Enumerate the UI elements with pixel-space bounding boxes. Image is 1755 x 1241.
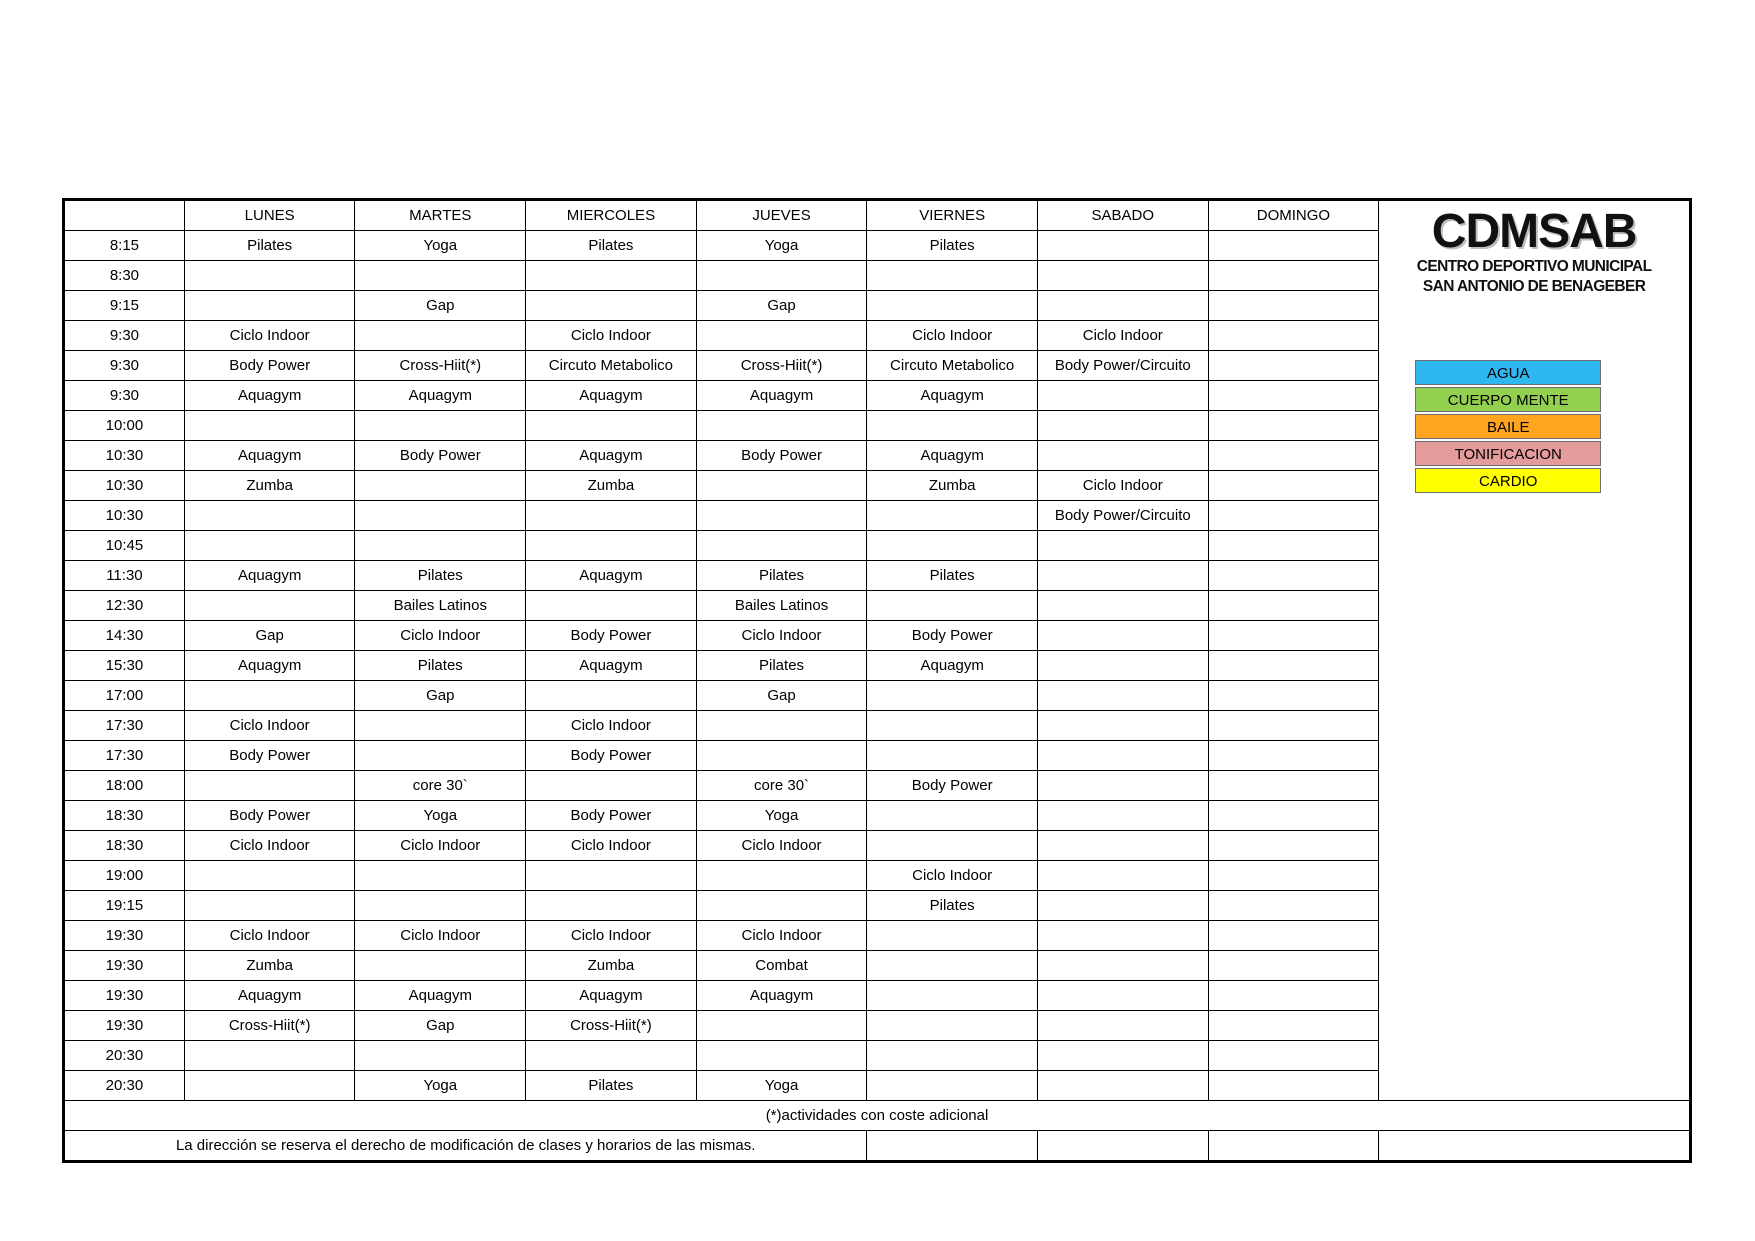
class-cell-26-1: Gap bbox=[355, 1011, 526, 1041]
class-cell-20-3: Ciclo Indoor bbox=[696, 831, 867, 861]
duration-label-0: ACTV. DIRIGIDAS bbox=[1389, 567, 1515, 584]
class-cell-16-0: Ciclo Indoor bbox=[184, 711, 355, 741]
time-cell-17: 17:30 bbox=[65, 741, 185, 771]
class-cell-25-2: Aquagym bbox=[526, 981, 697, 1011]
class-cell-10-6 bbox=[1208, 531, 1379, 561]
class-cell-5-5 bbox=[1037, 381, 1208, 411]
header-day-3: JUEVES bbox=[696, 201, 867, 231]
class-cell-9-4 bbox=[867, 501, 1038, 531]
class-cell-20-6 bbox=[1208, 831, 1379, 861]
class-cell-0-4: Pilates bbox=[867, 231, 1038, 261]
class-cell-22-6 bbox=[1208, 891, 1379, 921]
class-cell-2-2 bbox=[526, 291, 697, 321]
class-cell-17-3 bbox=[696, 741, 867, 771]
class-cell-7-5 bbox=[1037, 441, 1208, 471]
class-cell-1-6 bbox=[1208, 261, 1379, 291]
class-cell-21-2 bbox=[526, 861, 697, 891]
class-cell-18-3: core 30` bbox=[696, 771, 867, 801]
class-cell-19-0: Body Power bbox=[184, 801, 355, 831]
class-cell-13-6 bbox=[1208, 621, 1379, 651]
class-cell-0-5 bbox=[1037, 231, 1208, 261]
time-cell-20: 18:30 bbox=[65, 831, 185, 861]
class-cell-5-0: Aquagym bbox=[184, 381, 355, 411]
hours-row-0 bbox=[1379, 743, 1689, 769]
class-cell-15-5 bbox=[1037, 681, 1208, 711]
class-cell-1-5 bbox=[1037, 261, 1208, 291]
class-cell-1-0 bbox=[184, 261, 355, 291]
class-cell-4-1: Cross-Hiit(*) bbox=[355, 351, 526, 381]
class-cell-0-6 bbox=[1208, 231, 1379, 261]
duration-value-0: Aprox: 1 hora bbox=[1575, 567, 1673, 584]
class-cell-0-2: Pilates bbox=[526, 231, 697, 261]
class-cell-19-5 bbox=[1037, 801, 1208, 831]
class-cell-17-5 bbox=[1037, 741, 1208, 771]
class-cell-15-0 bbox=[184, 681, 355, 711]
class-cell-8-4: Zumba bbox=[867, 471, 1038, 501]
logo-subtitle-1: CENTRO DEPORTIVO MUNICIPAL bbox=[1416, 258, 1652, 276]
class-cell-11-3: Pilates bbox=[696, 561, 867, 591]
class-cell-25-5 bbox=[1037, 981, 1208, 1011]
class-cell-13-5 bbox=[1037, 621, 1208, 651]
time-cell-14: 15:30 bbox=[65, 651, 185, 681]
class-cell-16-5 bbox=[1037, 711, 1208, 741]
time-cell-27: 20:30 bbox=[65, 1041, 185, 1071]
class-cell-2-6 bbox=[1208, 291, 1379, 321]
class-cell-7-6 bbox=[1208, 441, 1379, 471]
class-cell-7-0: Aquagym bbox=[184, 441, 355, 471]
class-cell-21-1 bbox=[355, 861, 526, 891]
class-cell-10-0 bbox=[184, 531, 355, 561]
time-cell-10: 10:45 bbox=[65, 531, 185, 561]
hours-row-2 bbox=[1379, 795, 1689, 821]
class-cell-14-2: Aquagym bbox=[526, 651, 697, 681]
footnote-cell: (*)actividades con coste adicional bbox=[65, 1101, 1690, 1131]
class-cell-14-0: Aquagym bbox=[184, 651, 355, 681]
class-cell-8-5: Ciclo Indoor bbox=[1037, 471, 1208, 501]
class-cell-4-0: Body Power bbox=[184, 351, 355, 381]
class-cell-1-2 bbox=[526, 261, 697, 291]
class-cell-28-0 bbox=[184, 1071, 355, 1101]
hours-value-1: 9.00 a 14:00 bbox=[1588, 773, 1673, 790]
class-cell-1-1 bbox=[355, 261, 526, 291]
class-cell-1-4 bbox=[867, 261, 1038, 291]
logo-title: CDMSAB bbox=[1431, 205, 1637, 258]
class-cell-27-3 bbox=[696, 1041, 867, 1071]
time-cell-22: 19:15 bbox=[65, 891, 185, 921]
header-day-1: MARTES bbox=[355, 201, 526, 231]
class-cell-16-3 bbox=[696, 711, 867, 741]
hours-row-1 bbox=[1379, 769, 1689, 795]
hours-label-2: DOMINGO bbox=[1389, 799, 1463, 816]
class-cell-26-4 bbox=[867, 1011, 1038, 1041]
class-cell-16-1 bbox=[355, 711, 526, 741]
class-cell-8-6 bbox=[1208, 471, 1379, 501]
time-cell-16: 17:30 bbox=[65, 711, 185, 741]
class-cell-9-6 bbox=[1208, 501, 1379, 531]
class-cell-21-0 bbox=[184, 861, 355, 891]
class-cell-19-4 bbox=[867, 801, 1038, 831]
class-cell-15-1: Gap bbox=[355, 681, 526, 711]
class-cell-13-2: Body Power bbox=[526, 621, 697, 651]
logo-block bbox=[1379, 201, 1689, 336]
class-cell-12-3: Bailes Latinos bbox=[696, 591, 867, 621]
class-cell-17-1 bbox=[355, 741, 526, 771]
duration-value-1: Aprox: 45 minutos bbox=[1541, 593, 1673, 610]
class-cell-0-0: Pilates bbox=[184, 231, 355, 261]
class-cell-6-5 bbox=[1037, 411, 1208, 441]
time-cell-6: 10:00 bbox=[65, 411, 185, 441]
class-cell-27-2 bbox=[526, 1041, 697, 1071]
class-cell-12-1: Bailes Latinos bbox=[355, 591, 526, 621]
class-cell-8-3 bbox=[696, 471, 867, 501]
time-cell-13: 14:30 bbox=[65, 621, 185, 651]
class-cell-24-5 bbox=[1037, 951, 1208, 981]
schedule-table bbox=[64, 200, 1690, 1161]
duration-row-2 bbox=[1379, 615, 1689, 641]
disclaimer-text: La dirección se reserva el derecho de modificación de clases y horarios de las mismas. bbox=[65, 1131, 867, 1161]
class-cell-14-3: Pilates bbox=[696, 651, 867, 681]
class-cell-1-3 bbox=[696, 261, 867, 291]
class-cell-2-5 bbox=[1037, 291, 1208, 321]
class-cell-9-1 bbox=[355, 501, 526, 531]
class-cell-12-0 bbox=[184, 591, 355, 621]
class-cell-10-4 bbox=[867, 531, 1038, 561]
class-cell-17-4 bbox=[867, 741, 1038, 771]
class-cell-16-4 bbox=[867, 711, 1038, 741]
time-cell-4: 9:30 bbox=[65, 351, 185, 381]
class-cell-17-6 bbox=[1208, 741, 1379, 771]
time-cell-23: 19:30 bbox=[65, 921, 185, 951]
class-cell-14-4: Aquagym bbox=[867, 651, 1038, 681]
disclaimer-blank-3 bbox=[1379, 1131, 1690, 1161]
class-cell-12-4 bbox=[867, 591, 1038, 621]
hours-label-1: SÁBADO bbox=[1389, 773, 1455, 790]
time-cell-2: 9:15 bbox=[65, 291, 185, 321]
class-cell-25-4 bbox=[867, 981, 1038, 1011]
class-cell-26-5 bbox=[1037, 1011, 1208, 1041]
class-cell-22-1 bbox=[355, 891, 526, 921]
class-cell-17-2: Body Power bbox=[526, 741, 697, 771]
hours-value-2: 9.00 a 14:00 bbox=[1588, 799, 1673, 816]
class-cell-3-4: Ciclo Indoor bbox=[867, 321, 1038, 351]
class-cell-2-0 bbox=[184, 291, 355, 321]
legend-item-3: TONIFICACION bbox=[1415, 441, 1601, 466]
time-cell-15: 17:00 bbox=[65, 681, 185, 711]
class-cell-18-2 bbox=[526, 771, 697, 801]
class-cell-13-4: Body Power bbox=[867, 621, 1038, 651]
class-cell-18-1: core 30` bbox=[355, 771, 526, 801]
time-cell-11: 11:30 bbox=[65, 561, 185, 591]
time-cell-3: 9:30 bbox=[65, 321, 185, 351]
class-cell-20-5 bbox=[1037, 831, 1208, 861]
header-day-4: VIERNES bbox=[867, 201, 1038, 231]
class-cell-5-6 bbox=[1208, 381, 1379, 411]
class-cell-10-2 bbox=[526, 531, 697, 561]
class-cell-9-3 bbox=[696, 501, 867, 531]
class-cell-6-3 bbox=[696, 411, 867, 441]
class-cell-21-3 bbox=[696, 861, 867, 891]
class-cell-25-3: Aquagym bbox=[696, 981, 867, 1011]
class-cell-4-4: Circuto Metabolico bbox=[867, 351, 1038, 381]
class-cell-9-2 bbox=[526, 501, 697, 531]
class-cell-5-2: Aquagym bbox=[526, 381, 697, 411]
class-cell-22-3 bbox=[696, 891, 867, 921]
class-cell-27-4 bbox=[867, 1041, 1038, 1071]
class-cell-6-0 bbox=[184, 411, 355, 441]
class-cell-3-1 bbox=[355, 321, 526, 351]
class-cell-6-6 bbox=[1208, 411, 1379, 441]
class-cell-19-6 bbox=[1208, 801, 1379, 831]
class-cell-19-1: Yoga bbox=[355, 801, 526, 831]
disclaimer-blank-1 bbox=[1037, 1131, 1208, 1161]
class-cell-20-0: Ciclo Indoor bbox=[184, 831, 355, 861]
header-day-5: SABADO bbox=[1037, 201, 1208, 231]
time-cell-5: 9:30 bbox=[65, 381, 185, 411]
class-cell-10-5 bbox=[1037, 531, 1208, 561]
class-cell-5-1: Aquagym bbox=[355, 381, 526, 411]
class-cell-9-5: Body Power/Circuito bbox=[1037, 501, 1208, 531]
class-cell-23-5 bbox=[1037, 921, 1208, 951]
class-cell-15-3: Gap bbox=[696, 681, 867, 711]
class-cell-19-3: Yoga bbox=[696, 801, 867, 831]
footnote-row bbox=[65, 1101, 1690, 1131]
class-cell-20-4 bbox=[867, 831, 1038, 861]
class-cell-26-2: Cross-Hiit(*) bbox=[526, 1011, 697, 1041]
class-cell-23-1: Ciclo Indoor bbox=[355, 921, 526, 951]
class-cell-23-4 bbox=[867, 921, 1038, 951]
class-cell-12-6 bbox=[1208, 591, 1379, 621]
class-cell-4-3: Cross-Hiit(*) bbox=[696, 351, 867, 381]
class-cell-15-6 bbox=[1208, 681, 1379, 711]
class-cell-0-1: Yoga bbox=[355, 231, 526, 261]
time-cell-25: 19:30 bbox=[65, 981, 185, 1011]
time-cell-0: 8:15 bbox=[65, 231, 185, 261]
class-cell-7-3: Body Power bbox=[696, 441, 867, 471]
class-cell-15-2 bbox=[526, 681, 697, 711]
class-cell-24-0: Zumba bbox=[184, 951, 355, 981]
class-cell-27-1 bbox=[355, 1041, 526, 1071]
class-cell-28-3: Yoga bbox=[696, 1071, 867, 1101]
class-cell-4-2: Circuto Metabolico bbox=[526, 351, 697, 381]
class-cell-11-1: Pilates bbox=[355, 561, 526, 591]
class-cell-6-2 bbox=[526, 411, 697, 441]
time-cell-7: 10:30 bbox=[65, 441, 185, 471]
disclaimer-blank-0 bbox=[867, 1131, 1038, 1161]
class-cell-21-5 bbox=[1037, 861, 1208, 891]
class-cell-22-5 bbox=[1037, 891, 1208, 921]
time-cell-24: 19:30 bbox=[65, 951, 185, 981]
class-cell-22-2 bbox=[526, 891, 697, 921]
class-cell-28-2: Pilates bbox=[526, 1071, 697, 1101]
class-cell-19-2: Body Power bbox=[526, 801, 697, 831]
class-cell-14-1: Pilates bbox=[355, 651, 526, 681]
class-cell-6-1 bbox=[355, 411, 526, 441]
class-cell-12-5 bbox=[1037, 591, 1208, 621]
class-cell-16-6 bbox=[1208, 711, 1379, 741]
legend-item-1: CUERPO MENTE bbox=[1415, 387, 1601, 412]
disclaimer-row bbox=[65, 1131, 1690, 1161]
disclaimer-blank-2 bbox=[1208, 1131, 1379, 1161]
time-cell-21: 19:00 bbox=[65, 861, 185, 891]
duration-spacer bbox=[1379, 495, 1689, 533]
class-cell-25-0: Aquagym bbox=[184, 981, 355, 1011]
class-cell-2-4 bbox=[867, 291, 1038, 321]
info-panel bbox=[1379, 201, 1689, 1100]
hours-label-0: LUNES A VIERNES bbox=[1389, 747, 1524, 764]
class-cell-24-6 bbox=[1208, 951, 1379, 981]
class-cell-8-0: Zumba bbox=[184, 471, 355, 501]
class-cell-18-6 bbox=[1208, 771, 1379, 801]
class-cell-20-1: Ciclo Indoor bbox=[355, 831, 526, 861]
schedule-sheet bbox=[62, 198, 1692, 1163]
time-cell-9: 10:30 bbox=[65, 501, 185, 531]
class-cell-23-2: Ciclo Indoor bbox=[526, 921, 697, 951]
class-cell-25-6 bbox=[1208, 981, 1379, 1011]
class-cell-22-4: Pilates bbox=[867, 891, 1038, 921]
class-cell-13-0: Gap bbox=[184, 621, 355, 651]
class-cell-24-1 bbox=[355, 951, 526, 981]
duration-value-2: Aprox: 45 minutos bbox=[1541, 619, 1673, 636]
legend-item-2: BAILE bbox=[1415, 414, 1601, 439]
class-cell-4-5: Body Power/Circuito bbox=[1037, 351, 1208, 381]
class-cell-28-6 bbox=[1208, 1071, 1379, 1101]
time-cell-26: 19:30 bbox=[65, 1011, 185, 1041]
class-cell-3-6 bbox=[1208, 321, 1379, 351]
duration-label-2: AQUAGYM bbox=[1389, 619, 1468, 636]
legend-block bbox=[1379, 336, 1689, 493]
hours-value-0: 7:15 a 21:45 bbox=[1587, 747, 1673, 764]
class-cell-3-0: Ciclo Indoor bbox=[184, 321, 355, 351]
class-cell-7-1: Body Power bbox=[355, 441, 526, 471]
class-cell-16-2: Ciclo Indoor bbox=[526, 711, 697, 741]
class-cell-21-4: Ciclo Indoor bbox=[867, 861, 1038, 891]
class-cell-2-1: Gap bbox=[355, 291, 526, 321]
class-cell-26-3 bbox=[696, 1011, 867, 1041]
legend-item-0: AGUA bbox=[1415, 360, 1601, 385]
class-cell-28-5 bbox=[1037, 1071, 1208, 1101]
class-cell-11-5 bbox=[1037, 561, 1208, 591]
time-cell-8: 10:30 bbox=[65, 471, 185, 501]
class-cell-28-1: Yoga bbox=[355, 1071, 526, 1101]
class-cell-2-3: Gap bbox=[696, 291, 867, 321]
class-cell-11-2: Aquagym bbox=[526, 561, 697, 591]
time-cell-12: 12:30 bbox=[65, 591, 185, 621]
class-cell-26-6 bbox=[1208, 1011, 1379, 1041]
class-cell-27-6 bbox=[1208, 1041, 1379, 1071]
class-cell-10-3 bbox=[696, 531, 867, 561]
hours-spacer bbox=[1379, 641, 1689, 713]
class-cell-26-0: Cross-Hiit(*) bbox=[184, 1011, 355, 1041]
class-cell-27-5 bbox=[1037, 1041, 1208, 1071]
class-cell-11-6 bbox=[1208, 561, 1379, 591]
class-cell-18-5 bbox=[1037, 771, 1208, 801]
class-cell-23-6 bbox=[1208, 921, 1379, 951]
header-corner bbox=[65, 201, 185, 231]
class-cell-18-4: Body Power bbox=[867, 771, 1038, 801]
class-cell-7-2: Aquagym bbox=[526, 441, 697, 471]
duration-row-0 bbox=[1379, 563, 1689, 589]
class-cell-18-0 bbox=[184, 771, 355, 801]
class-cell-21-6 bbox=[1208, 861, 1379, 891]
duration-title: DURACION DE LAS CLASES bbox=[1389, 537, 1644, 558]
class-cell-23-3: Ciclo Indoor bbox=[696, 921, 867, 951]
class-cell-5-3: Aquagym bbox=[696, 381, 867, 411]
class-cell-22-0 bbox=[184, 891, 355, 921]
header-day-6: DOMINGO bbox=[1208, 201, 1379, 231]
hours-title: HORARIO DEL CENTRO bbox=[1389, 717, 1605, 738]
class-cell-10-1 bbox=[355, 531, 526, 561]
class-cell-3-3 bbox=[696, 321, 867, 351]
class-cell-24-4 bbox=[867, 951, 1038, 981]
class-cell-17-0: Body Power bbox=[184, 741, 355, 771]
time-cell-1: 8:30 bbox=[65, 261, 185, 291]
duration-row-1 bbox=[1379, 589, 1689, 615]
class-cell-27-0 bbox=[184, 1041, 355, 1071]
class-cell-13-3: Ciclo Indoor bbox=[696, 621, 867, 651]
info-panel-cell bbox=[1379, 201, 1690, 1101]
class-cell-11-0: Aquagym bbox=[184, 561, 355, 591]
class-cell-20-2: Ciclo Indoor bbox=[526, 831, 697, 861]
class-cell-11-4: Pilates bbox=[867, 561, 1038, 591]
duration-label-1: CICLO INDOOR bbox=[1389, 593, 1501, 610]
legend-item-4: CARDIO bbox=[1415, 468, 1601, 493]
class-cell-25-1: Aquagym bbox=[355, 981, 526, 1011]
class-cell-23-0: Ciclo Indoor bbox=[184, 921, 355, 951]
class-cell-24-3: Combat bbox=[696, 951, 867, 981]
class-cell-6-4 bbox=[867, 411, 1038, 441]
class-cell-15-4 bbox=[867, 681, 1038, 711]
class-cell-5-4: Aquagym bbox=[867, 381, 1038, 411]
header-row bbox=[65, 201, 1690, 231]
class-cell-12-2 bbox=[526, 591, 697, 621]
class-cell-4-6 bbox=[1208, 351, 1379, 381]
class-cell-3-2: Ciclo Indoor bbox=[526, 321, 697, 351]
class-cell-13-1: Ciclo Indoor bbox=[355, 621, 526, 651]
class-cell-3-5: Ciclo Indoor bbox=[1037, 321, 1208, 351]
time-cell-18: 18:00 bbox=[65, 771, 185, 801]
class-cell-28-4 bbox=[867, 1071, 1038, 1101]
time-cell-19: 18:30 bbox=[65, 801, 185, 831]
class-cell-8-1 bbox=[355, 471, 526, 501]
class-cell-8-2: Zumba bbox=[526, 471, 697, 501]
class-cell-14-5 bbox=[1037, 651, 1208, 681]
class-cell-14-6 bbox=[1208, 651, 1379, 681]
header-day-0: LUNES bbox=[184, 201, 355, 231]
class-cell-0-3: Yoga bbox=[696, 231, 867, 261]
class-cell-9-0 bbox=[184, 501, 355, 531]
logo-subtitle-2: SAN ANTONIO DE BENAGEBER bbox=[1422, 277, 1646, 295]
class-cell-7-4: Aquagym bbox=[867, 441, 1038, 471]
class-cell-24-2: Zumba bbox=[526, 951, 697, 981]
time-cell-28: 20:30 bbox=[65, 1071, 185, 1101]
header-day-2: MIERCOLES bbox=[526, 201, 697, 231]
